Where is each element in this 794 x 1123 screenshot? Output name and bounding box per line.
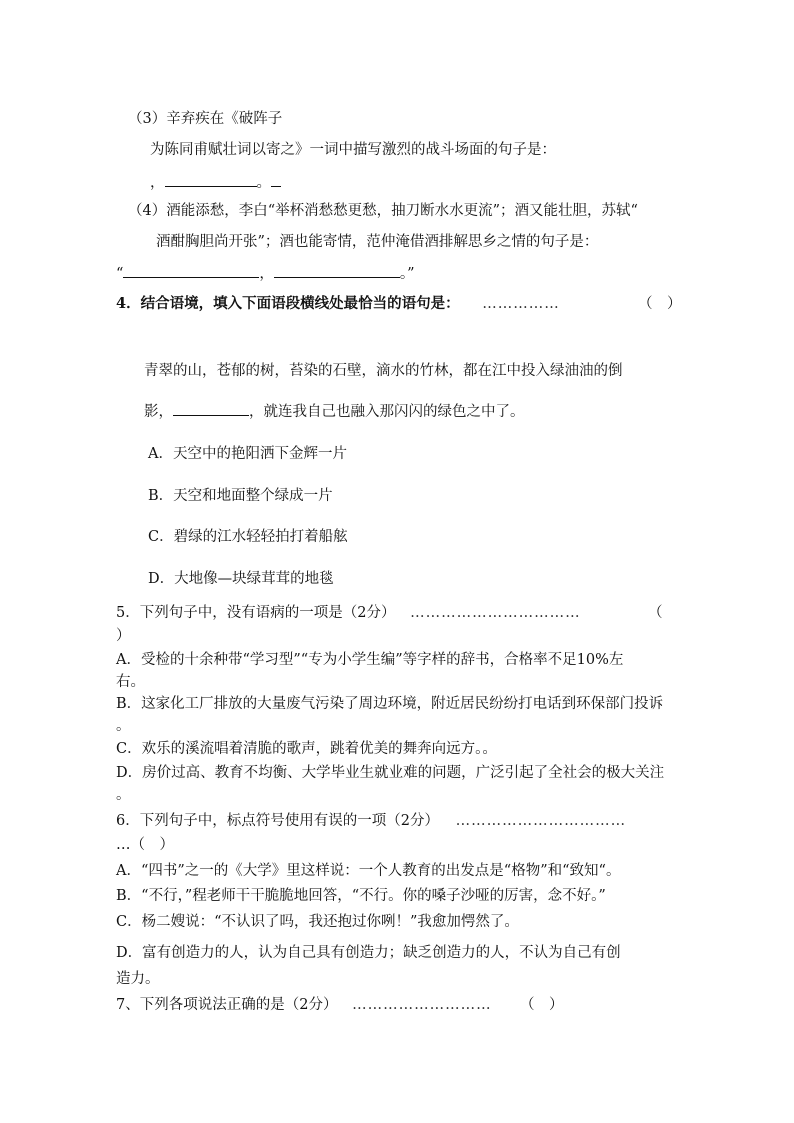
q4-dots: …………… xyxy=(482,296,560,312)
q6-title-line xyxy=(116,811,626,831)
q7-title-line xyxy=(116,995,492,1015)
q5-option-a-line2: 右。 xyxy=(116,674,145,690)
q6-dots: …………………………… xyxy=(455,813,627,829)
q6-option-c[interactable]: C．杨二嫂说：“不认识了吗，我还抱过你咧！”我愈加愕然了。 xyxy=(116,914,519,930)
q5-title: 5．下列句子中，没有语病的一项是（2分） xyxy=(116,605,396,621)
answer-blank[interactable] xyxy=(173,401,249,416)
q4-answer-paren[interactable]: （ ） xyxy=(638,296,682,312)
q3-item3-line2: 为陈同甫赋壮词以寄之》一词中描写激烈的战斗场面的句子是： xyxy=(150,142,556,158)
q5-dots: …………………………… xyxy=(410,605,581,621)
q3-item4-end: 。” xyxy=(399,266,415,282)
q6-answer-paren[interactable]: …（ ） xyxy=(116,837,174,853)
q5-title-line xyxy=(116,603,581,623)
q6-title: 6．下列句子中，标点符号使用有误的一项（2分） xyxy=(116,813,439,829)
q3-item3-line1: （3）辛弃疾在《破阵子 xyxy=(128,111,283,127)
q4-passage-start: 影， xyxy=(144,404,173,420)
q3-item3-answer-line xyxy=(150,172,281,193)
q3-item4-comma: ， xyxy=(259,266,274,282)
q6-option-a[interactable]: A．“四书”之一的《大学》里这样说：一个人教育的出发点是“格物”和“致知“。 xyxy=(116,863,621,879)
answer-blank[interactable] xyxy=(123,263,259,278)
answer-blank[interactable] xyxy=(165,172,257,187)
q5-option-d-line1[interactable]: D．房价过高、教育不均衡、大学毕业生就业难的问题，广泛引起了全社会的极大关注 xyxy=(116,765,665,781)
q7-answer-paren[interactable]: （ ） xyxy=(520,997,564,1013)
q4-passage-end: ，就连我自己也融入那闪闪的绿色之中了。 xyxy=(249,404,525,420)
q3-item4-line2: 酒酣胸胆尚开张”；酒也能寄情，范仲淹借酒排解思乡之情的句子是： xyxy=(156,234,599,250)
q3-item4-line1: （4）酒能添愁，李白“举杯消愁愁更愁，抽刀断水水更流”；酒又能壮胆，苏轼“ xyxy=(128,203,638,219)
q5-option-b-line1[interactable]: B．这家化工厂排放的大量废气污染了周边环境，附近居民纷纷打电话到环保部门投诉 xyxy=(116,696,664,712)
q5-option-a-line1[interactable]: A．受检的十余种带“学习型”“专为小学生编”等字样的辞书，合格率不足10%左 xyxy=(116,652,624,668)
q5-option-d-line2: 。 xyxy=(116,787,131,803)
q4-option-b[interactable]: B．天空和地面整个绿成一片 xyxy=(148,488,333,504)
answer-blank[interactable] xyxy=(271,172,281,187)
q4-option-d[interactable]: D．大地像—块绿茸茸的地毯 xyxy=(148,571,334,587)
q6-option-d-line2: 造力。 xyxy=(116,971,160,987)
q4-passage-line2 xyxy=(144,401,525,422)
answer-blank[interactable] xyxy=(274,263,400,278)
q3-item4-answer-line xyxy=(116,263,415,284)
q3-item3-comma: ， xyxy=(150,175,165,191)
q4-title-line xyxy=(116,294,560,314)
q4-option-a[interactable]: A．天空中的艳阳洒下金辉一片 xyxy=(148,446,347,462)
q6-option-d-line1[interactable]: D．富有创造力的人，认为自己具有创造力；缺乏创造力的人，不认为自己有创 xyxy=(116,945,621,961)
q7-dots: ……………………… xyxy=(352,997,492,1013)
q6-option-b[interactable]: B．“不行，”程老师干干脆脆地回答，“不行。你的嗓子沙哑的厉害，念不好。” xyxy=(116,888,606,904)
q7-title: 7、下列各项说法正确的是（2分） xyxy=(116,997,338,1013)
q5-paren-open[interactable]: （ xyxy=(648,605,663,621)
q3-item4-open-quote: “ xyxy=(116,266,124,282)
q5-option-c[interactable]: C．欢乐的溪流唱着清脆的歌声，跳着优美的舞奔向远方。。 xyxy=(116,741,497,757)
q4-passage-line1: 青翠的山，苍郁的树，苔染的石壁，滴水的竹林，都在江中投入绿油油的倒 xyxy=(144,363,623,379)
q3-item3-end: 。 xyxy=(256,175,271,191)
q4-title: 4．结合语境，填入下面语段横线处最恰当的语句是： xyxy=(116,295,460,312)
q4-option-c[interactable]: C．碧绿的江水轻轻拍打着船舷 xyxy=(148,529,348,545)
q5-paren-close[interactable]: ） xyxy=(116,628,131,644)
q5-option-b-line2: 。 xyxy=(116,718,131,734)
